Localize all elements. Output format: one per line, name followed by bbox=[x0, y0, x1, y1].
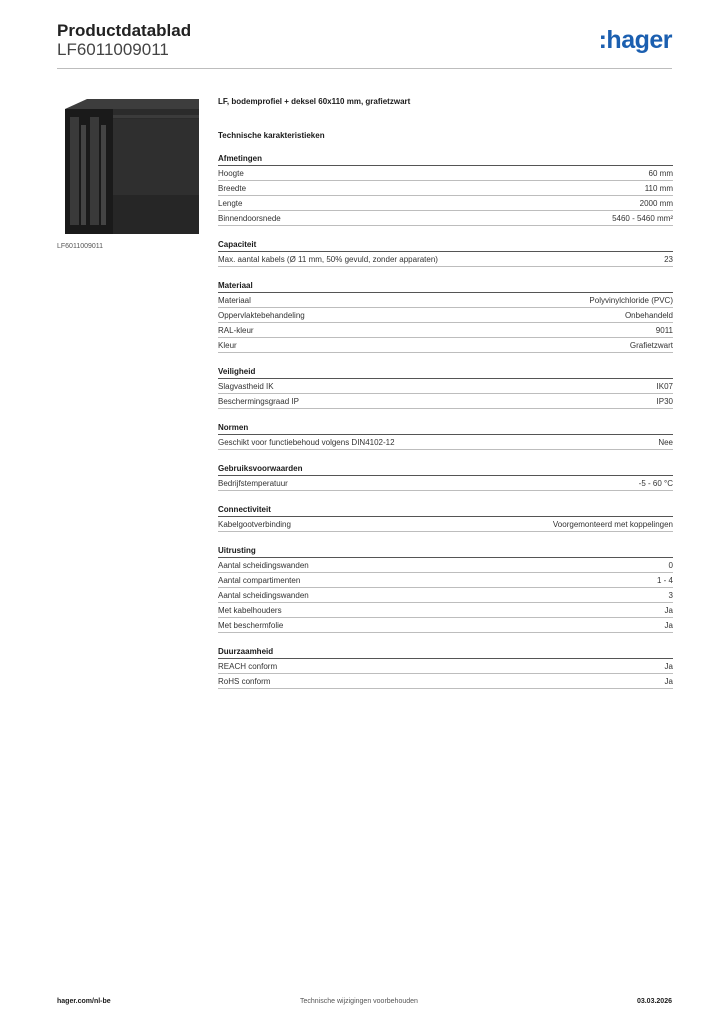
spec-value: 0 bbox=[668, 560, 673, 570]
spec-value: IK07 bbox=[656, 381, 673, 391]
spec-section bbox=[218, 647, 673, 689]
spec-value: 3 bbox=[668, 590, 673, 600]
product-description: LF, bodemprofiel + deksel 60x110 mm, grafietzwart bbox=[218, 97, 411, 106]
spec-label: Slagvastheid IK bbox=[218, 381, 274, 391]
spec-label: Max. aantal kabels (Ø 11 mm, 50% gevuld, zonder apparaten) bbox=[218, 254, 438, 264]
spec-row bbox=[218, 603, 673, 618]
spec-value: Ja bbox=[664, 661, 673, 671]
spec-row bbox=[218, 394, 673, 409]
footer-website: hager.com/nl-be bbox=[57, 998, 111, 1005]
section-title: Uitrusting bbox=[218, 546, 673, 558]
spec-label: Bedrijfstemperatuur bbox=[218, 478, 288, 488]
spec-value: 5460 - 5460 mm² bbox=[612, 213, 673, 223]
spec-value: 23 bbox=[664, 254, 673, 264]
spec-label: Met beschermfolie bbox=[218, 620, 284, 630]
page-title: Productdatablad bbox=[57, 21, 192, 40]
spec-value: Nee bbox=[658, 437, 673, 447]
spec-row bbox=[218, 379, 673, 394]
spec-panel bbox=[218, 97, 673, 703]
spec-section bbox=[218, 154, 673, 226]
section-title: Veiligheid bbox=[218, 367, 673, 379]
spec-value: 60 mm bbox=[648, 168, 673, 178]
tech-characteristics-title: Technische karakteristieken bbox=[218, 131, 325, 140]
spec-row bbox=[218, 252, 673, 267]
spec-value: 9011 bbox=[655, 325, 673, 335]
spec-row bbox=[218, 476, 673, 491]
spec-label: RAL-kleur bbox=[218, 325, 254, 335]
spec-section bbox=[218, 423, 673, 450]
spec-label: RoHS conform bbox=[218, 676, 271, 686]
spec-label: Breedte bbox=[218, 183, 247, 193]
spec-value: Grafietzwart bbox=[629, 340, 673, 350]
spec-row bbox=[218, 517, 673, 532]
spec-section bbox=[218, 505, 673, 532]
spec-value: Polyvinylchloride (PVC) bbox=[589, 295, 673, 305]
spec-row bbox=[218, 323, 673, 338]
section-title: Duurzaamheid bbox=[218, 647, 673, 659]
spec-row bbox=[218, 659, 673, 674]
product-image bbox=[57, 95, 199, 234]
spec-label: Beschermingsgraad IP bbox=[218, 396, 299, 406]
spec-value: 1 - 4 bbox=[656, 575, 673, 585]
spec-row bbox=[218, 588, 673, 603]
product-code: LF6011009011 bbox=[57, 40, 169, 59]
spec-row bbox=[218, 181, 673, 196]
spec-label: Materiaal bbox=[218, 295, 251, 305]
spec-label: Lengte bbox=[218, 198, 243, 208]
spec-label: Aantal scheidingswanden bbox=[218, 560, 309, 570]
spec-value: Ja bbox=[664, 676, 673, 686]
spec-value: Voorgemonteerd met koppelingen bbox=[552, 519, 673, 529]
spec-value: 2000 mm bbox=[639, 198, 673, 208]
spec-row bbox=[218, 618, 673, 633]
spec-label: Kabelgootverbinding bbox=[218, 519, 291, 529]
spec-section bbox=[218, 464, 673, 491]
spec-label: REACH conform bbox=[218, 661, 278, 671]
footer-date: 03.03.2026 bbox=[636, 998, 672, 1005]
section-title: Materiaal bbox=[218, 281, 673, 293]
section-title: Afmetingen bbox=[218, 154, 673, 166]
spec-section bbox=[218, 546, 673, 633]
spec-label: Met kabelhouders bbox=[218, 605, 282, 615]
spec-value: Onbehandeld bbox=[624, 310, 673, 320]
spec-label: Geschikt voor functiebehoud volgens DIN4102-12 bbox=[218, 437, 395, 447]
image-caption: LF6011009011 bbox=[57, 243, 104, 250]
spec-value: -5 - 60 °C bbox=[638, 478, 673, 488]
spec-row bbox=[218, 166, 673, 181]
spec-section bbox=[218, 240, 673, 267]
spec-label: Kleur bbox=[218, 340, 237, 350]
section-title: Gebruiksvoorwaarden bbox=[218, 464, 673, 476]
spec-row bbox=[218, 308, 673, 323]
section-title: Connectiviteit bbox=[218, 505, 673, 517]
section-title: Capaciteit bbox=[218, 240, 673, 252]
spec-row bbox=[218, 211, 673, 226]
spec-label: Aantal compartimenten bbox=[218, 575, 301, 585]
spec-label: Oppervlaktebehandeling bbox=[218, 310, 305, 320]
spec-row bbox=[218, 293, 673, 308]
header-divider bbox=[57, 68, 672, 69]
footer-notice: Technische wijzigingen voorbehouden bbox=[300, 998, 418, 1005]
spec-label: Hoogte bbox=[218, 168, 244, 178]
section-title: Normen bbox=[218, 423, 673, 435]
spec-label: Binnendoorsnede bbox=[218, 213, 281, 223]
spec-row bbox=[218, 558, 673, 573]
hager-logo: :hager bbox=[598, 26, 672, 54]
spec-row bbox=[218, 573, 673, 588]
spec-row bbox=[218, 435, 673, 450]
spec-sections bbox=[218, 154, 673, 689]
spec-row bbox=[218, 338, 673, 353]
spec-value: Ja bbox=[664, 605, 673, 615]
spec-row bbox=[218, 674, 673, 689]
spec-section bbox=[218, 281, 673, 353]
spec-section bbox=[218, 367, 673, 409]
spec-row bbox=[218, 196, 673, 211]
spec-value: IP30 bbox=[656, 396, 673, 406]
spec-label: Aantal scheidingswanden bbox=[218, 590, 309, 600]
spec-value: Ja bbox=[664, 620, 673, 630]
spec-value: 110 mm bbox=[644, 183, 673, 193]
